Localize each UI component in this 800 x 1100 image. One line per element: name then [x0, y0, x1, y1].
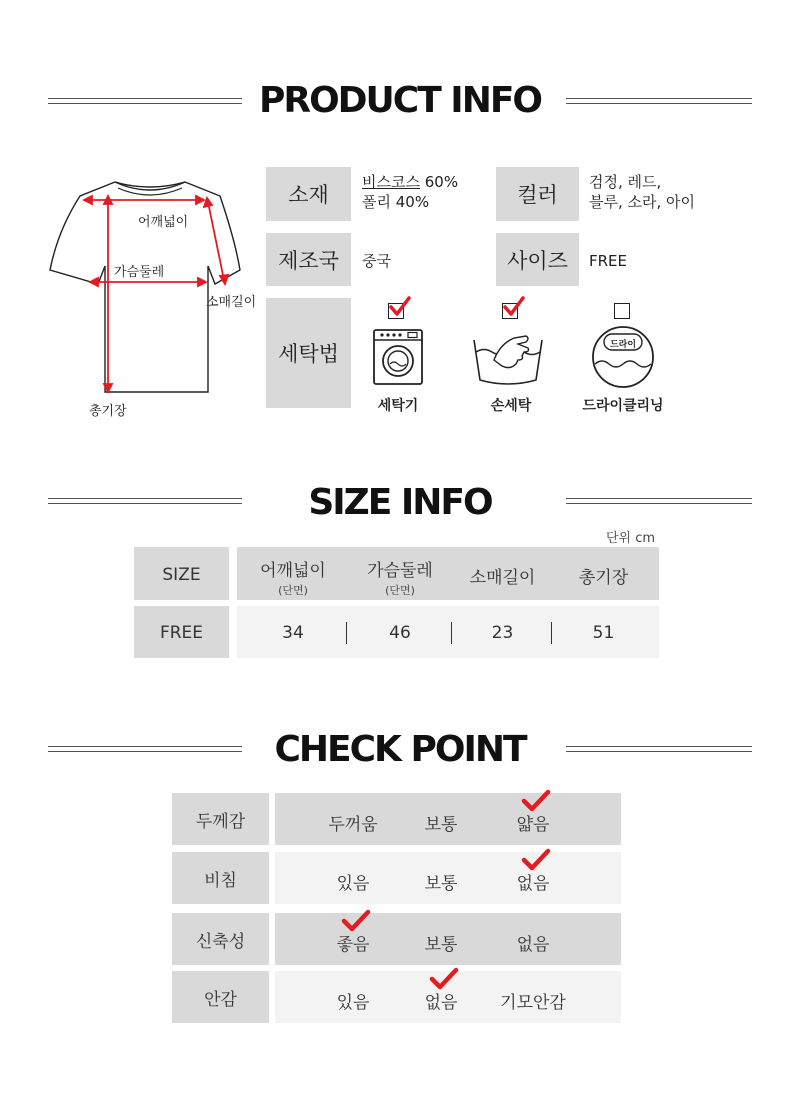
size-unit: 단위 cm — [606, 531, 656, 546]
origin-label-box — [266, 233, 351, 286]
shirt-label-chest: 가슴둘레 — [114, 265, 165, 280]
color-line-2: 블루, 소라, 아이 — [589, 193, 696, 211]
size-value-shoulder: 34 — [282, 623, 304, 643]
wash-option-label-machine: 세탁기 — [377, 398, 419, 414]
size-value-sleeve: 23 — [491, 623, 514, 643]
check-mark-icon — [340, 909, 372, 933]
check-point-option[interactable]: 기모안감 — [500, 993, 566, 1013]
material-viscose: 비스코스 — [362, 173, 420, 191]
material-poly: 폴리 40% — [362, 193, 430, 211]
origin-value: 중국 — [362, 252, 391, 270]
check-point-option[interactable]: 있음 — [336, 993, 370, 1013]
check-point-label: 비침 — [172, 852, 269, 904]
check-point-option[interactable]: 보통 — [424, 935, 458, 955]
wash-option-label-dry: 드라이클리닝 — [582, 398, 664, 414]
origin-label: 제조국 — [278, 248, 339, 273]
dry-clean-icon — [590, 324, 656, 390]
check-mark-icon — [388, 296, 412, 318]
size-divider — [551, 622, 552, 644]
check-mark-icon — [502, 296, 526, 318]
check-point-option[interactable]: 있음 — [336, 874, 370, 894]
size-header-sleeve: 소매길이 — [469, 568, 536, 588]
check-point-option[interactable]: 보통 — [424, 874, 458, 894]
size-header-shoulder-sub: (단면) — [278, 584, 308, 597]
check-point-option[interactable]: 좋음 — [336, 935, 370, 955]
color-label-box — [496, 167, 579, 221]
material-label: 소재 — [288, 183, 329, 207]
size-value-chest: 46 — [389, 623, 411, 643]
check-mark-icon — [520, 848, 552, 872]
size-divider — [451, 622, 452, 644]
size-header-size: SIZE — [162, 565, 201, 585]
size-header-chest — [355, 562, 445, 600]
shirt-label-length: 총기장 — [89, 404, 127, 419]
check-point-label: 신축성 — [172, 913, 269, 965]
size-header-shoulder-text: 어깨넓이 — [260, 561, 326, 581]
color-line-1: 검정, 레드, — [589, 173, 662, 191]
check-mark-icon — [428, 967, 460, 991]
size-value-length: 51 — [592, 623, 615, 643]
material-label-box — [266, 167, 351, 221]
material-value — [362, 172, 458, 212]
color-label: 컬러 — [517, 183, 558, 207]
size-header-length: 총기장 — [578, 568, 629, 588]
check-point-option[interactable]: 없음 — [516, 874, 550, 894]
size-row-label: FREE — [159, 623, 204, 643]
check-point-option[interactable]: 없음 — [424, 993, 458, 1013]
color-value — [589, 172, 695, 212]
material-viscose-pct: 60% — [419, 173, 459, 191]
check-point-label: 안감 — [172, 971, 269, 1023]
wash-option-label-hand: 손세탁 — [490, 398, 532, 414]
check-point-option[interactable]: 보통 — [424, 815, 458, 835]
washing-machine-icon — [372, 328, 424, 386]
check-point-option[interactable]: 얇음 — [516, 815, 550, 835]
size-value: FREE — [589, 252, 628, 270]
checkbox-dry-clean[interactable] — [614, 303, 630, 319]
product-info-title: PRODUCT INFO — [258, 80, 542, 121]
check-point-option[interactable]: 두꺼움 — [328, 815, 378, 835]
size-label-box — [496, 233, 579, 286]
size-header-chest-sub: (단면) — [385, 584, 415, 597]
size-divider — [346, 622, 347, 644]
size-header-chest-text: 가슴둘레 — [367, 561, 433, 581]
check-mark-icon — [520, 789, 552, 813]
size-header-shoulder — [248, 562, 338, 600]
wash-label-box — [266, 298, 351, 408]
check-point-title: CHECK POINT — [274, 729, 526, 770]
size-info-title: SIZE INFO — [308, 482, 492, 523]
shirt-label-sleeve: 소매길이 — [206, 295, 257, 310]
check-point-label: 두께감 — [172, 793, 269, 845]
hand-wash-icon — [470, 330, 546, 388]
shirt-label-shoulder: 어깨넓이 — [138, 215, 189, 230]
dry-clean-icon-text: 드라이 — [609, 340, 637, 350]
size-label: 사이즈 — [507, 248, 568, 273]
wash-label: 세탁법 — [278, 342, 339, 366]
check-point-option[interactable]: 없음 — [516, 935, 550, 955]
